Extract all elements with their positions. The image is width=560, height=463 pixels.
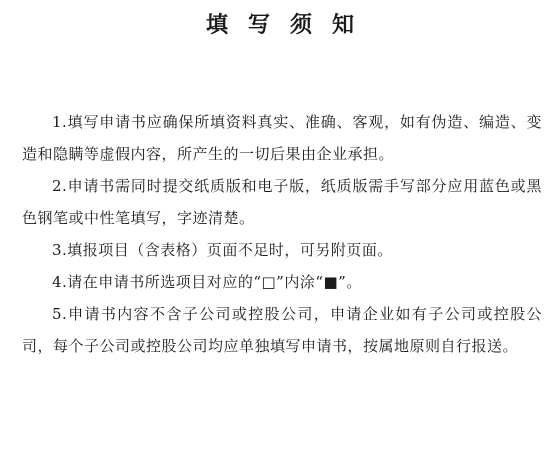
instruction-item: 1.填写申请书应确保所填资料真实、准确、客观，如有伪造、编造、变造和隐瞒等虚假内容，所产生的一切后果由企业承担。: [22, 113, 542, 163]
instruction-item: 4.请在申请书所选项目对应的“□”内涂“■”。: [52, 273, 362, 291]
page-title: 填写须知: [205, 12, 374, 38]
instruction-item: 3.填报项目（含表格）页面不足时，可另附页面。: [52, 241, 393, 259]
instruction-item: 2.申请书需同时提交纸质版和电子版，纸质版需手写部分应用蓝色或黑色钢笔或中性笔填写，字迹清楚。: [22, 177, 542, 227]
instruction-item: 5.申请书内容不含子公司或控股公司，申请企业如有子公司或控股公司，每个子公司或控股公司均应单独填写申请书，按属地原则自行报送。: [22, 305, 542, 355]
instructions-list: [22, 106, 542, 362]
